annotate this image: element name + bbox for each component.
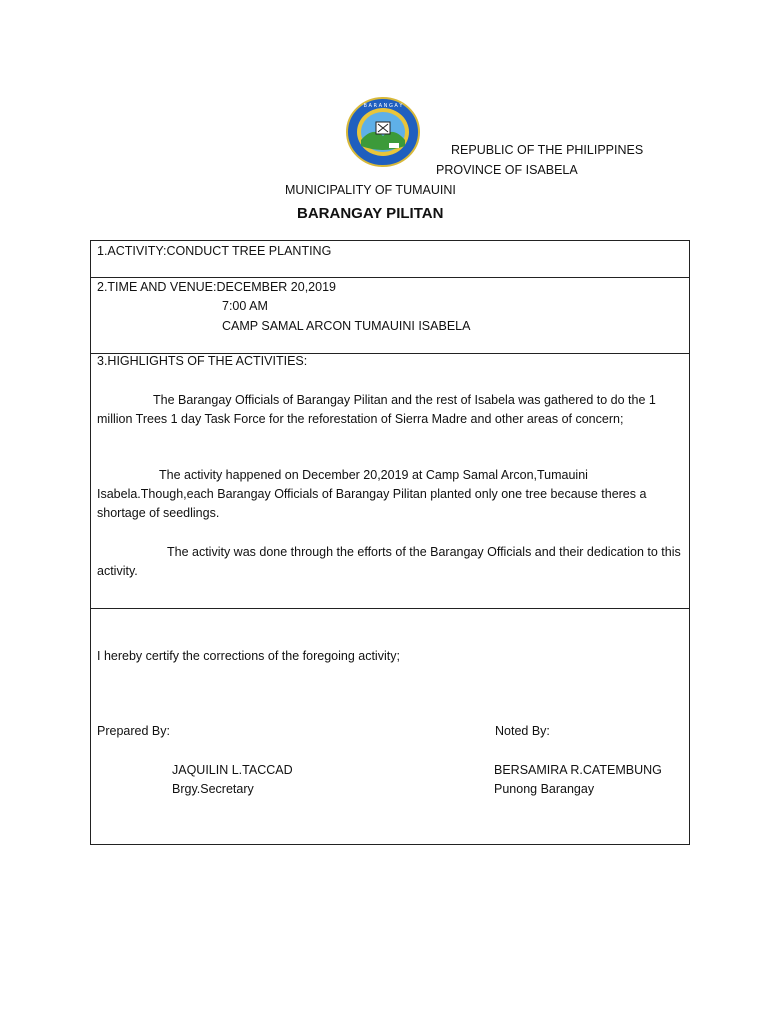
highlights-paragraph-3: The activity was done through the efforts of the Barangay Officials and their dedication to this activity. (97, 545, 681, 578)
highlights-paragraph-2: The activity happened on December 20,2019 at Camp Samal Arcon,Tumauini Isabela.Though,each Barangay Officials of Barangay Pilitan planted only one tree because theres a shortage of seedlings. (97, 468, 647, 520)
noted-by-label: Noted By: (495, 724, 550, 738)
highlights-label: 3.HIGHLIGHTS OF THE ACTIVITIES: (97, 354, 308, 368)
activity-venue: CAMP SAMAL ARCON TUMAUINI ISABELA (222, 319, 471, 333)
republic-heading: REPUBLIC OF THE PHILIPPINES (451, 143, 644, 157)
barangay-seal-logo (345, 96, 421, 168)
prepared-by-label: Prepared By: (97, 724, 170, 738)
noted-by-name: BERSAMIRA R.CATEMBUNG (494, 763, 662, 777)
time-venue-row (91, 277, 689, 354)
noted-by-title: Punong Barangay (494, 782, 595, 796)
activity-row (91, 241, 689, 278)
province-heading: PROVINCE OF ISABELA (436, 163, 578, 177)
activity-time: 7:00 AM (222, 299, 268, 313)
seal-emblem-icon (345, 96, 421, 168)
prepared-by-title: Brgy.Secretary (172, 782, 254, 796)
barangay-title: BARANGAY PILITAN (297, 205, 444, 222)
activity-report-form (90, 240, 690, 845)
highlights-paragraph-1: The Barangay Officials of Barangay Pilitan and the rest of Isabela was gathered to do the 1 million Trees 1 day Task Force for the reforestation of Sierra Madre and other areas of concern; (97, 393, 656, 426)
time-venue-label: 2.TIME AND VENUE:DECEMBER 20,2019 (97, 280, 336, 294)
certification-statement: I hereby certify the corrections of the foregoing activity; (97, 649, 400, 663)
prepared-by-name: JAQUILIN L.TACCAD (172, 763, 293, 777)
municipality-heading: MUNICIPALITY OF TUMAUINI (285, 183, 456, 197)
activity-label: 1.ACTIVITY:CONDUCT TREE PLANTING (97, 244, 332, 258)
highlights-row (91, 353, 689, 609)
svg-text:B A R A N G A Y: B A R A N G A Y (363, 103, 403, 109)
